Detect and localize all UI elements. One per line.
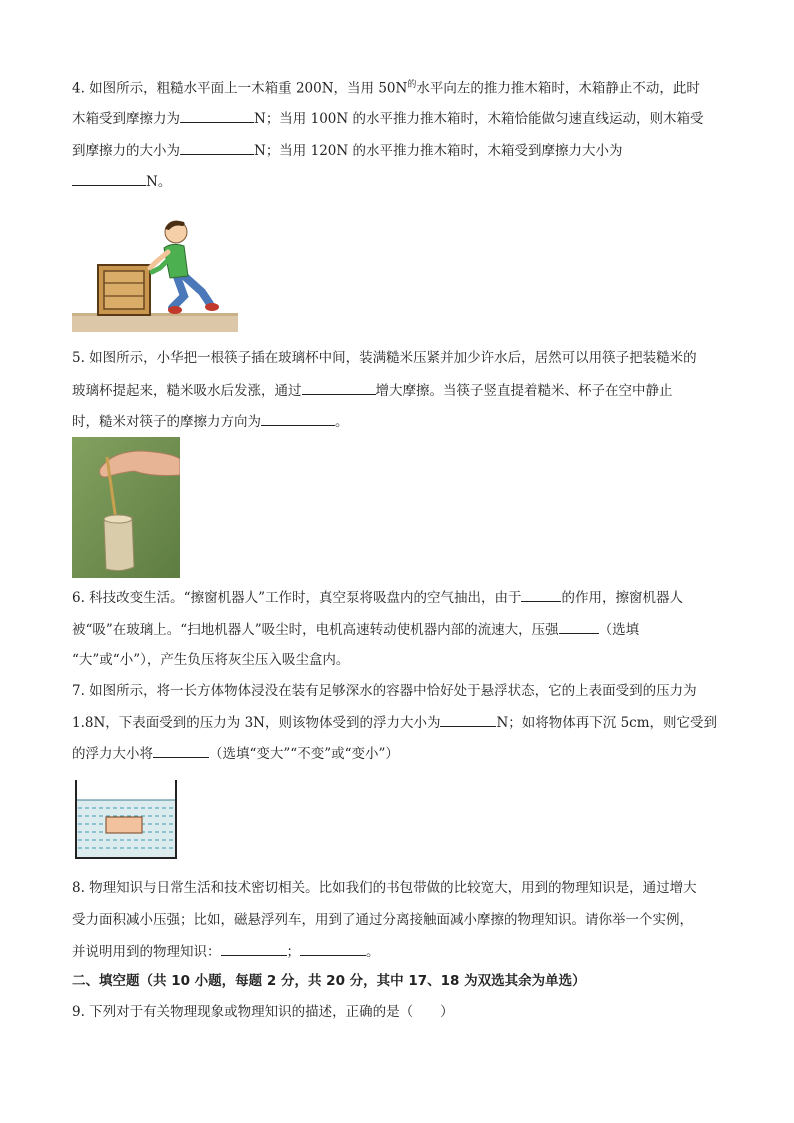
boy-pushing-box-figure bbox=[72, 212, 238, 332]
q4-superscript: 的 bbox=[407, 80, 417, 90]
q7-line1: 7. 如图所示，将一长方体物体浸没在装有足够深水的容器中恰好处于悬浮状态，它的上表面受到的压力为 bbox=[72, 683, 697, 699]
answer-blank[interactable] bbox=[221, 943, 287, 956]
q5-line1: 5. 如图所示，小华把一根筷子插在玻璃杯中间，装满糙米压紧并加少许水后，居然可以用筷子把装糙米的 bbox=[72, 350, 697, 366]
answer-blank[interactable] bbox=[72, 173, 146, 186]
q9-line1: 9. 下列对于有关物理现象或物理知识的描述，正确的是（ ） bbox=[72, 1004, 454, 1020]
q6-line3: “大”或“小”），产生负压将灰尘压入吸尘盒内。 bbox=[72, 652, 350, 668]
answer-blank[interactable] bbox=[440, 714, 496, 727]
q4-line2: 木箱受到摩擦力为 N；当用 100N 的水平推力推木箱时，木箱恰能做匀速直线运动，则木箱受 bbox=[72, 111, 704, 127]
q7-line2: 1.8N，下表面受到的压力为 3N，则该物体受到的浮力大小为 N；如将物体再下沉 5cm，则它受到 bbox=[72, 715, 718, 731]
q5-line2: 玻璃杯提起来，糙米吸水后发涨，通过 增大摩擦。当筷子竖直提着糙米、杯子在空中静止 bbox=[72, 383, 673, 399]
q4-line3: 到摩擦力的大小为 N；当用 120N 的水平推力推木箱时，木箱受到摩擦力大小为 bbox=[72, 143, 623, 159]
q5-line3: 时，糙米对筷子的摩擦力方向为 。 bbox=[72, 414, 349, 430]
answer-blank[interactable] bbox=[521, 589, 561, 602]
q8-line3: 并说明用到的物理知识： ； 。 bbox=[72, 944, 380, 960]
answer-blank[interactable] bbox=[261, 413, 335, 426]
answer-blank[interactable] bbox=[153, 745, 209, 758]
submerged-block-container-figure bbox=[72, 778, 180, 862]
q8-line1: 8. 物理知识与日常生活和技术密切相关。比如我们的书包带做的比较宽大，用到的物理知识是，通过增大 bbox=[72, 880, 697, 896]
q4-line1: 4. 如图所示，粗糙水平面上一木箱重 200N，当用 $50N^的$水平向左的推力推木箱时，木箱静止不动，此时 bbox=[72, 80, 700, 97]
chopstick-rice-cup-photo bbox=[72, 437, 180, 578]
q4-line4: N。 bbox=[72, 173, 171, 190]
answer-blank[interactable] bbox=[180, 110, 254, 123]
q8-line2: 受力面积减小压强；比如，磁悬浮列车，用到了通过分离接触面减小摩擦的物理知识。请你举一个实例， bbox=[72, 912, 693, 928]
answer-blank[interactable] bbox=[559, 621, 599, 634]
section-heading: 二、填空题（共 10 小题，每题 2 分，共 20 分，其中 17、18 为双选其余为单选） bbox=[72, 973, 586, 989]
q7-line3: 的浮力大小将 （选填“变大”“不变”或“变小”） bbox=[72, 746, 399, 762]
answer-blank[interactable] bbox=[300, 943, 366, 956]
q6-line1: 6. 科技改变生活。“擦窗机器人”工作时，真空泵将吸盘内的空气抽出，由于 的作用，擦窗机器人 bbox=[72, 590, 683, 606]
q6-line2: 被“吸”在玻璃上。“扫地机器人”吸尘时，电机高速转动使机器内部的流速大，压强 （选填 bbox=[72, 622, 640, 638]
answer-blank[interactable] bbox=[180, 142, 254, 155]
answer-blank[interactable] bbox=[302, 382, 376, 395]
